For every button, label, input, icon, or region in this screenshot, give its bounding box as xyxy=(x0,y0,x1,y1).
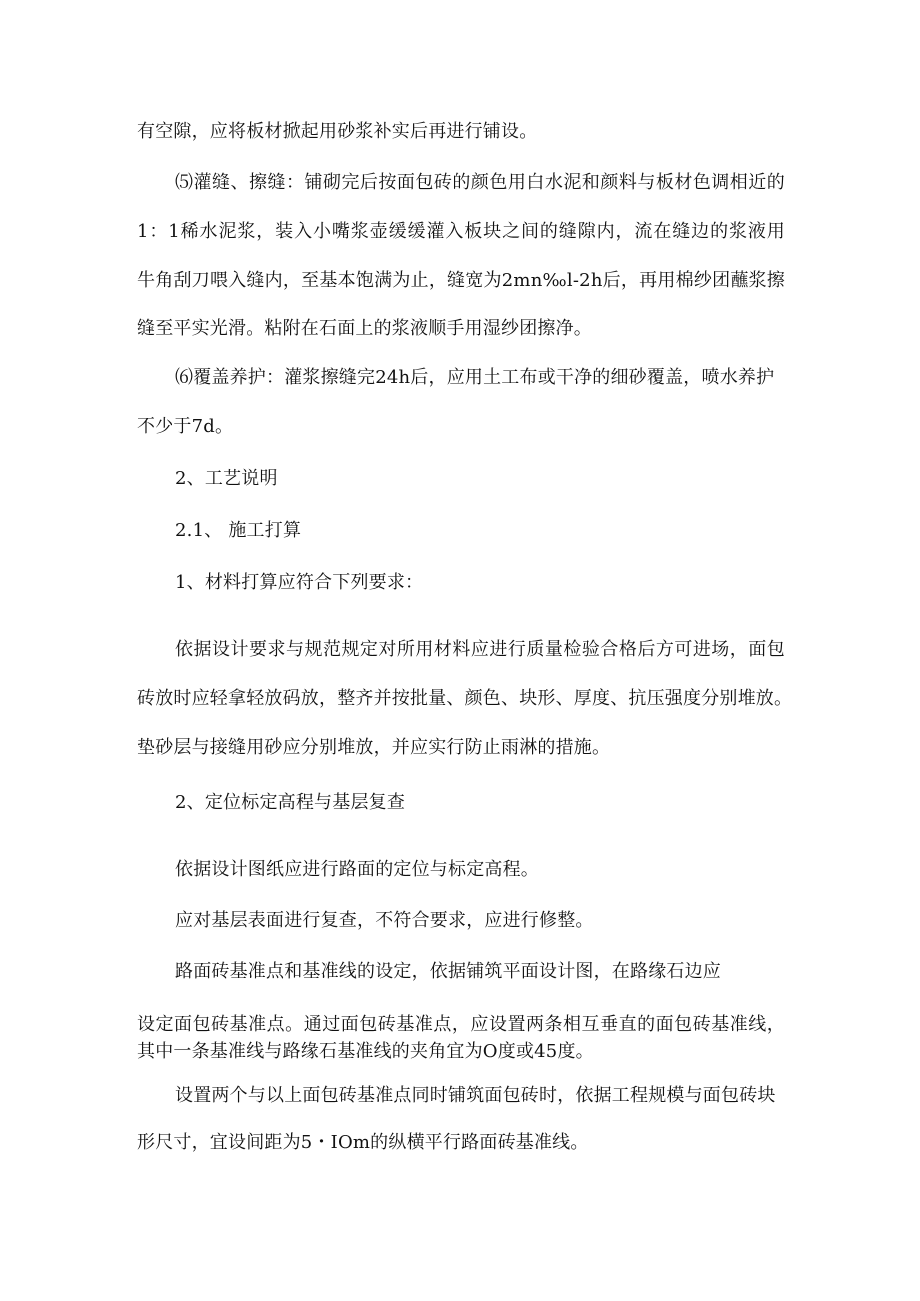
body-line: 其中一条基准线与路缘石基准线的夹角宜为O度或45度。 xyxy=(137,1041,594,1062)
body-line: 牛角刮刀喂入缝内，至基本饱满为止，缝宽为2mn‰l-2h后，再用棉纱团蘸浆擦 xyxy=(137,270,785,291)
body-line: 不少于7d。 xyxy=(137,416,234,437)
list-heading: 1、材料打算应符合下列要求： xyxy=(175,572,424,593)
body-line: 应对基层表面进行复查，不符合要求，应进行修整。 xyxy=(175,910,594,931)
list-heading: 2、定位标定高程与基层复查 xyxy=(175,792,406,813)
body-line: 缝至平实光滑。粘附在石面上的浆液顺手用湿纱团擦净。 xyxy=(137,318,592,339)
body-line: 设定面包砖基准点。通过面包砖基准点，应设置两条相互垂直的面包砖基准线， xyxy=(137,1014,785,1035)
body-line: 砖放时应轻拿轻放码放，整齐并按批量、颜色、块形、厚度、抗压强度分别堆放。 xyxy=(137,688,793,709)
subsection-heading: 2.1、 施工打算 xyxy=(175,520,302,541)
body-line: 路面砖基准点和基准线的设定，依据铺筑平面设计图，在路缘石边应 xyxy=(175,961,721,982)
body-line: ⑸灌缝、擦缝：铺砌完后按面包砖的颜色用白水泥和颜料与板材色调相近的 xyxy=(175,172,785,193)
body-line: ⑹覆盖养护：灌浆擦缝完24h后，应用土工布或干净的细砂覆盖，喷水养护 xyxy=(175,367,775,388)
body-line: 依据设计要求与规范规定对所用材料应进行质量检验合格后方可进场，面包 xyxy=(175,639,785,660)
body-line: 1：1稀水泥浆，装入小嘴浆壶缓缓灌入板块之间的缝隙内，流在缝边的浆液用 xyxy=(137,221,785,242)
body-line: 依据设计图纸应进行路面的定位与标定高程。 xyxy=(175,859,539,880)
body-line: 设置两个与以上面包砖基准点同时铺筑面包砖时，依据工程规模与面包砖块 xyxy=(175,1085,776,1106)
body-line: 有空隙，应将板材掀起用砂浆补实后再进行铺设。 xyxy=(137,121,538,142)
body-line: 垫砂层与接缝用砂应分别堆放，并应实行防止雨淋的措施。 xyxy=(137,737,611,758)
section-heading: 2、工艺说明 xyxy=(175,468,278,489)
body-line: 形尺寸，宜设间距为5・IOm的纵横平行路面砖基准线。 xyxy=(137,1132,589,1153)
